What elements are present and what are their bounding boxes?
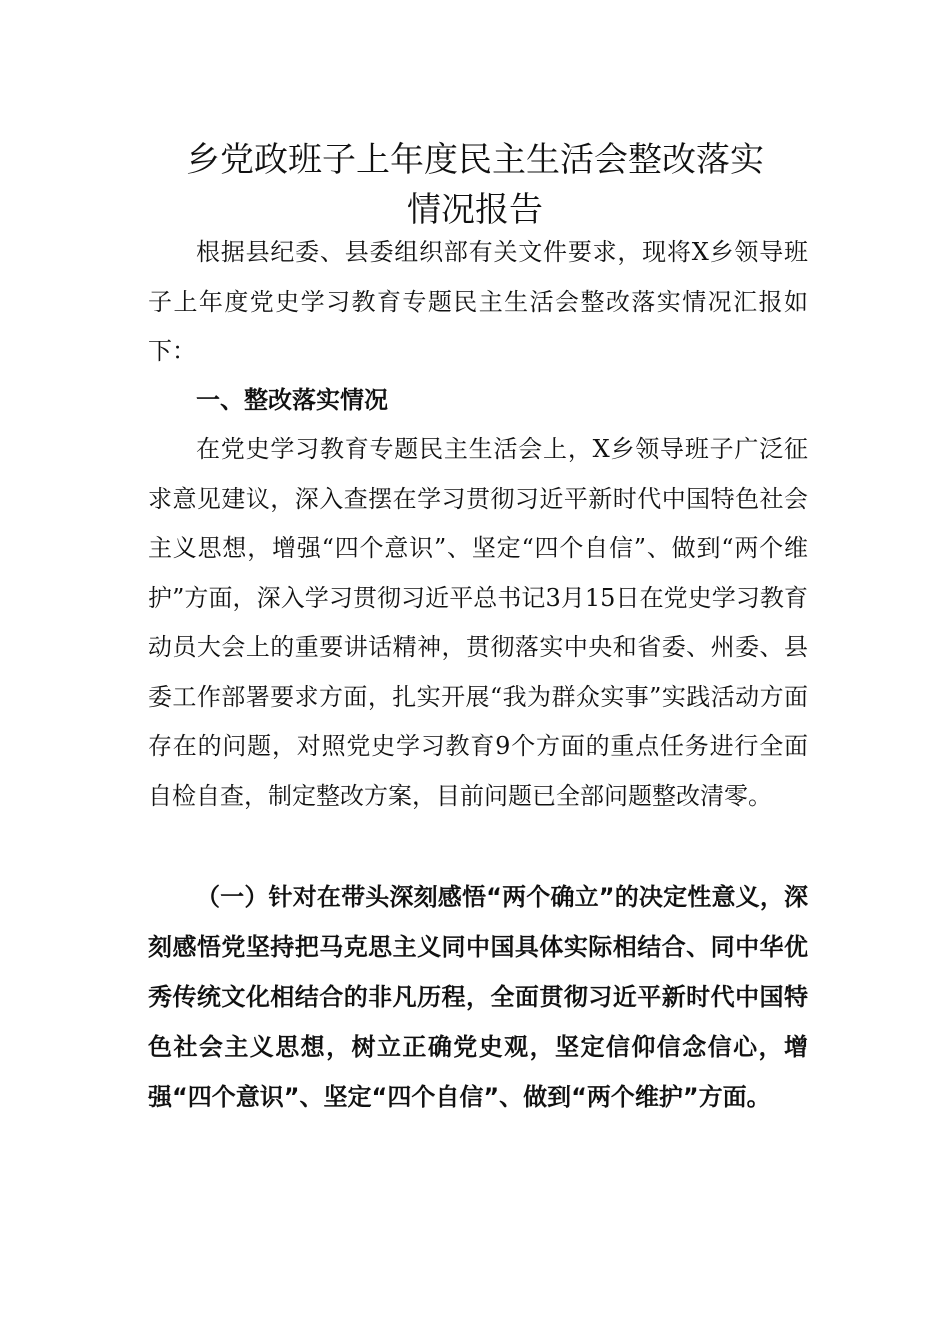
- subsection-paragraph: （一）针对在带头深刻感悟“两个确立”的决定性意义，深刻感悟党坚持把马克思主义同中国具体实际相结合、同中华优秀传统文化相结合的非凡历程，全面贯彻习近平新时代中国特色社会主义思想，树立正确党史观，坚定信仰信念信心，增强“四个意识”、坚定“四个自信”、做到“两个维护”方面。: [148, 883, 808, 1111]
- document-title-line2: 情况报告: [407, 190, 543, 230]
- section-heading: 一、整改落实情况: [196, 386, 388, 414]
- section-paragraph: 在党史学习教育专题民主生活会上，X乡领导班子广泛征求意见建议，深入查摆在学习贯彻习近平新时代中国特色社会主义思想，增强“四个意识”、坚定“四个自信”、做到“两个维护”方面，深入学习贯彻习近平总书记3月15日在党史学习教育动员大会上的重要讲话精神，贯彻落实中央和省委、州委、县委工作部署要求方面，扎实开展“我为群众实事”实践活动方面存在的问题，对照党史学习教育9个方面的重点任务进行全面自检自查，制定整改方案，目前问题已全部问题整改清零。: [148, 435, 808, 810]
- document-title-line1: 乡党政班子上年度民主生活会整改落实: [186, 140, 764, 180]
- intro-paragraph: 根据县纪委、县委组织部有关文件要求，现将X乡领导班子上年度党史学习教育专题民主生活会整改落实情况汇报如下：: [148, 238, 808, 365]
